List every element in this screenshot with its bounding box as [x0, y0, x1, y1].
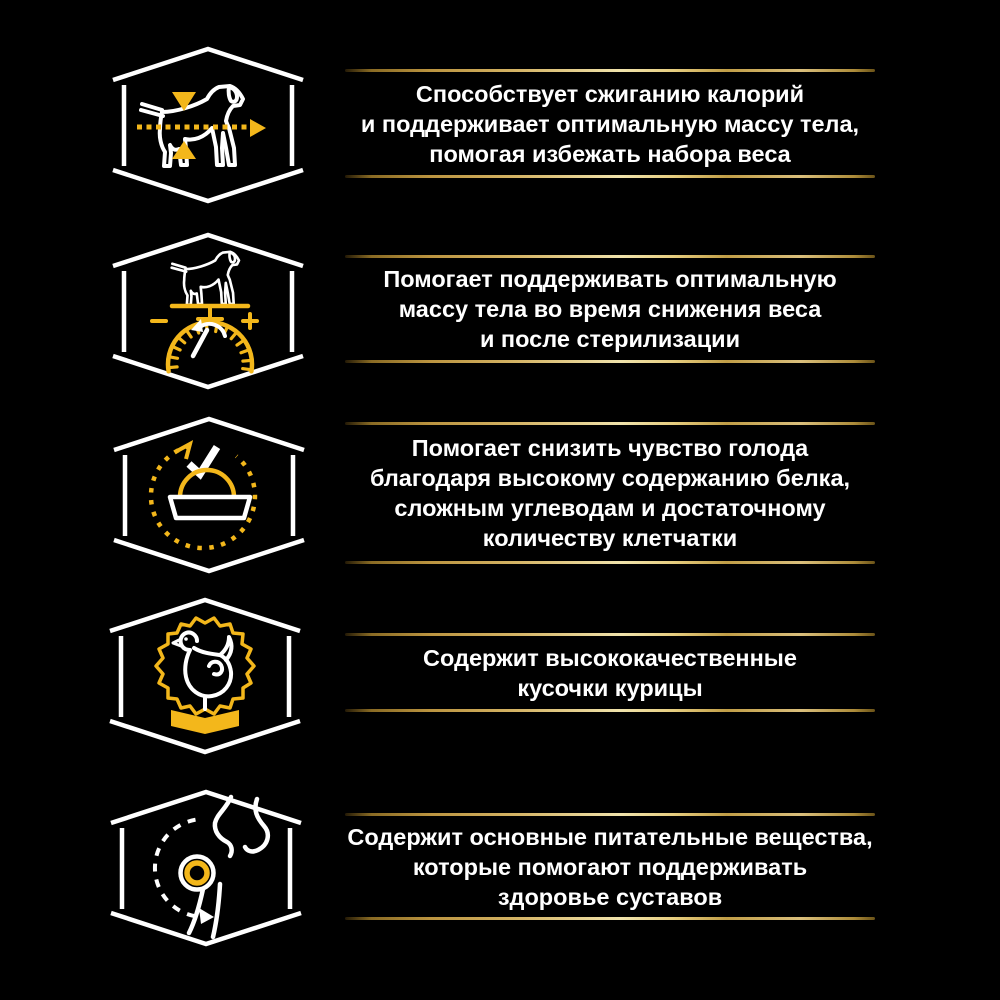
arrow-right-icon	[250, 119, 266, 137]
gold-divider	[345, 360, 875, 363]
feature-text	[345, 72, 875, 175]
text-line: которые помогают поддерживать	[412, 853, 808, 880]
feature-1-icon-group	[113, 49, 303, 201]
feature-text	[345, 258, 875, 360]
text-line: и после стерилизации	[479, 326, 741, 352]
food-mound	[180, 470, 234, 497]
feature-row-5	[345, 813, 875, 920]
arrow-down-icon	[172, 92, 196, 111]
rosette-ribbon	[171, 710, 239, 734]
text-line: Содержит основные питательные вещества,	[347, 823, 873, 850]
hip-joint-health-icon	[155, 797, 268, 937]
text-line: кусочки курицы	[517, 674, 703, 701]
text-line: и поддерживает оптимальную массу тела,	[360, 110, 860, 137]
joint-bones-outline	[181, 797, 268, 937]
gold-divider	[345, 175, 875, 178]
text-line: помогая избежать набора веса	[429, 140, 791, 167]
circular-arrowhead	[177, 444, 190, 459]
feature-3-icon-group	[114, 419, 304, 571]
feature-5-icon-group	[111, 792, 301, 944]
text-line: Способствует сжиганию калорий	[415, 80, 805, 107]
motion-arrowhead	[199, 908, 214, 924]
feature-text	[345, 425, 875, 561]
text-line: Помогает поддерживать оптимальную	[383, 266, 837, 292]
dog-weight-scale-icon	[152, 252, 257, 371]
food-bowl	[170, 497, 250, 518]
feature-row-3	[345, 422, 875, 564]
text-line: количеству клетчатки	[482, 525, 738, 551]
dog-body-condition-icon	[137, 86, 266, 166]
scale-dial	[168, 322, 252, 371]
joint-highlight-ring	[187, 863, 207, 883]
feature-row-2	[345, 255, 875, 363]
chicken-eye	[184, 637, 188, 641]
food-bowl-satiety-icon	[151, 444, 255, 548]
feature-row-1	[345, 69, 875, 178]
text-line: массу тела во время снижения веса	[398, 296, 822, 322]
feature-row-4	[345, 633, 875, 712]
text-line: благодаря высокому содержанию белка,	[369, 465, 851, 491]
scale-dial-ticks	[168, 322, 252, 370]
chicken-quality-badge-icon	[156, 618, 254, 734]
gold-divider	[345, 709, 875, 712]
feature-4-icon-group	[110, 600, 300, 752]
plus-icon	[243, 314, 257, 328]
text-line: сложным углеводам и достаточному	[394, 495, 826, 521]
gold-divider	[345, 561, 875, 564]
feature-text	[345, 816, 875, 917]
text-line: здоровье суставов	[497, 883, 723, 910]
feature-2-icon-group	[113, 235, 303, 387]
text-line: Помогает снизить чувство голода	[411, 435, 809, 461]
gold-divider	[345, 917, 875, 920]
text-line: Содержит высококачественные	[423, 644, 797, 671]
chicken-outline	[173, 632, 231, 709]
feature-text	[345, 636, 875, 709]
